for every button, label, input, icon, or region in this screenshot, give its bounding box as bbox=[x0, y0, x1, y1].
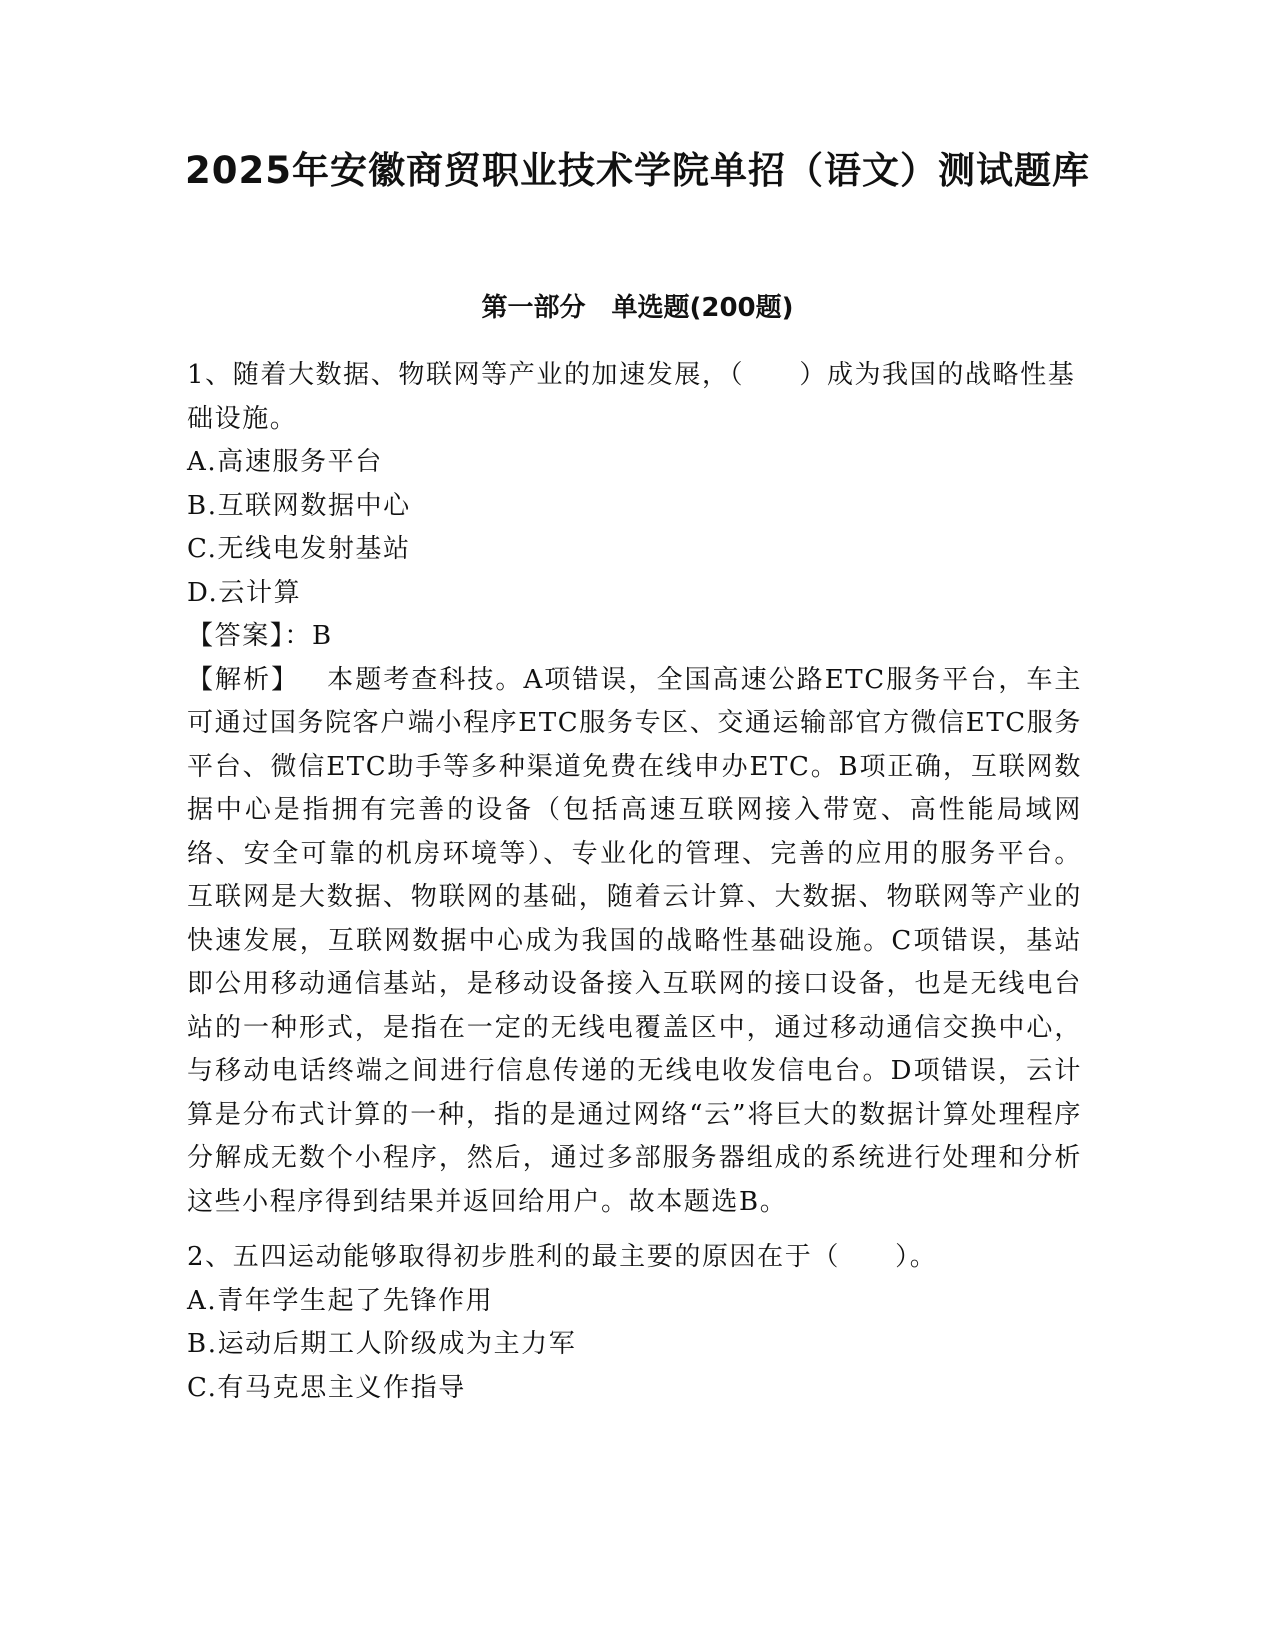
option-a: A.高速服务平台 bbox=[187, 447, 383, 477]
option-a: A.青年学生起了先锋作用 bbox=[187, 1285, 494, 1316]
option-d: D.云计算 bbox=[187, 577, 302, 608]
analysis-label: 【解析】 bbox=[187, 664, 300, 695]
document-title: 2025年安徽商贸职业技术学院单招（语文）测试题库 bbox=[185, 149, 1090, 192]
question-1 bbox=[187, 354, 1082, 1224]
question-list bbox=[187, 354, 1082, 1422]
option-c: C.无线电发射基站 bbox=[187, 534, 411, 564]
analysis-paragraph bbox=[187, 659, 1082, 1225]
option-b: B.互联网数据中心 bbox=[187, 490, 411, 521]
answer-line: 【答案】：B bbox=[187, 621, 333, 651]
option-b: B.运动后期工人阶级成为主力军 bbox=[187, 1329, 577, 1359]
question-stem: 1、随着大数据、物联网等产业的加速发展，（ ）成为我国的战略性基础设施。 bbox=[187, 360, 1076, 434]
question-2 bbox=[187, 1236, 1082, 1410]
analysis-text: 本题考查科技。A项错误，全国高速公路ETC服务平台，车主可通过国务院客户端小程序ETC服务专区、交通运输部官方微信ETC服务平台、微信ETC助手等多种渠道免费在线申办ETC。B项正确，互联网数据中心是指拥有完善的设备（包括高速互联网接入带宽、高性能局域网络、安全可靠的机房环境等）、专业化的管理、完善的应用的服务平台。互联网是大数据、物联网的基础，随着云计算、大数据、物联网等产业的快速发展，互联网数据中心成为我国的战略性基础设施。C项错误，基站即公用移动通信基站，是移动设备接入互联网的接口设备，也是无线电台站的一种形式，是指在一定的无线电覆盖区中，通过移动通信交换中心，与移动电话终端之间进行信息传递的无线电收发信电台。D项错误，云计算是分布式计算的一种，指的是通过网络“云”将巨大的数据计算处理程序分解成无数个小程序，然后，通过多部服务器组成的系统进行处理和分析这些小程序得到结果并返回给用户。故本题选B。 bbox=[187, 664, 1082, 1217]
option-c: C.有马克思主义作指导 bbox=[187, 1372, 466, 1403]
section-title: 第一部分 单选题(200题) bbox=[481, 293, 794, 323]
question-stem: 2、五四运动能够取得初步胜利的最主要的原因在于（ ）。 bbox=[187, 1242, 938, 1272]
